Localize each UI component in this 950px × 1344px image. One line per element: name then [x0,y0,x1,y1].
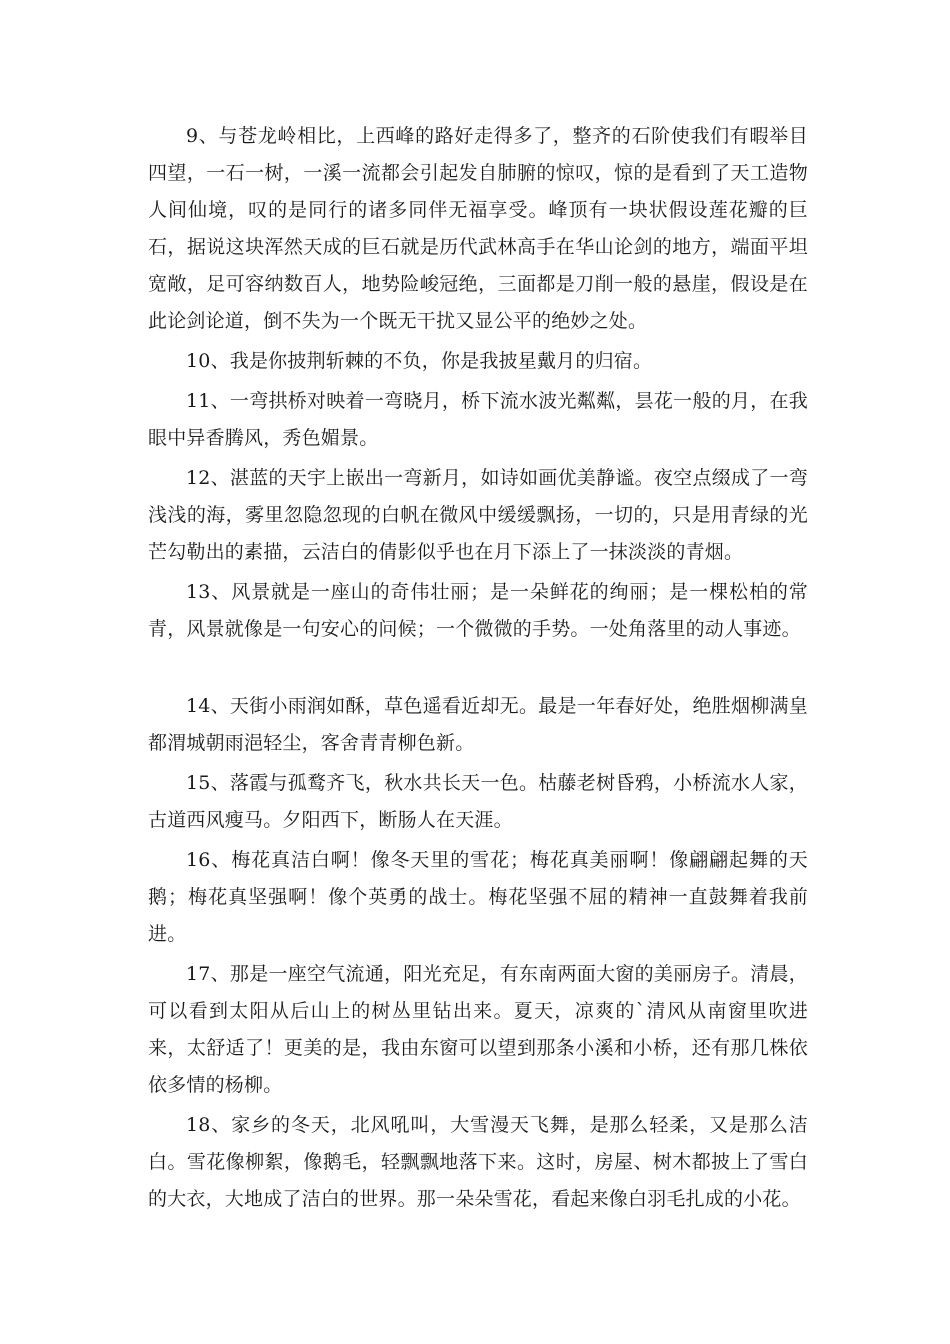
paragraph-17: 17、那是一座空气流通，阳光充足，有东南两面大窗的美丽房子。清晨，可以看到太阳从后山上的树丛里钻出来。夏天，凉爽的`清风从南窗里吹进来，太舒适了！更美的是，我由东窗可以望到那条小溪和小桥，还有那几株依依多情的杨柳。 [148,963,808,1096]
paragraph-11: 11、一弯拱桥对映着一弯晓月，桥下流水波光粼粼，昙花一般的月，在我眼中异香腾风，秀色媚景。 [148,390,808,449]
paragraph-16: 16、梅花真洁白啊！像冬天里的雪花；梅花真美丽啊！像翩翩起舞的天鹅；梅花真坚强啊！像个英勇的战士。梅花坚强不屈的精神一直鼓舞着我前进。 [148,849,808,945]
paragraph-10: 10、我是你披荆斩棘的不负，你是我披星戴月的归宿。 [186,350,653,372]
paragraph-15: 15、落霞与孤鹜齐飞，秋水共长天一色。枯藤老树昏鸦，小桥流水人家，古道西风瘦马。夕阳西下，断肠人在天涯。 [148,772,808,831]
paragraph-18: 18、家乡的冬天，北风吼叫，大雪漫天飞舞，是那么轻柔，又是那么洁白。雪花像柳絮，像鹅毛，轻飘飘地落下来。这时，房屋、树木都披上了雪白的大衣，大地成了洁白的世界。那一朵朵雪花，看起来像白羽毛扎成的小花。 [148,1114,808,1210]
document-body [148,118,808,1221]
paragraph-9: 9、与苍龙岭相比，上西峰的路好走得多了，整齐的石阶使我们有暇举目四望，一石一树，一溪一流都会引起发自肺腑的惊叹，惊的是看到了天工造物人间仙境，叹的是同行的诸多同伴无福享受。峰顶有一块状假设莲花瓣的巨石，据说这块浑然天成的巨石就是历代武林高手在华山论剑的地方，端面平坦宽敞，足可容纳数百人，地势险峻冠绝，三面都是刀削一般的悬崖，假设是在此论剑论道，倒不失为一个既无干扰又显公平的绝妙之处。 [148,125,808,332]
paragraph-12: 12、湛蓝的天宇上嵌出一弯新月，如诗如画优美静谧。夜空点缀成了一弯浅浅的海，雾里忽隐忽现的白帆在微风中缓缓飘扬，一切的，只是用青绿的光芒勾勒出的素描，云洁白的倩影似乎也在月下添上了一抹淡淡的青烟。 [148,467,808,563]
paragraph-14: 14、天街小雨润如酥，草色遥看近却无。最是一年春好处，绝胜烟柳满皇都渭城朝雨浥轻尘，客舍青青柳色新。 [148,695,808,754]
paragraph-13: 13、风景就是一座山的奇伟壮丽；是一朵鲜花的绚丽；是一棵松柏的常青，风景就像是一句安心的问候；一个微微的手势。一处角落里的动人事迹。 [148,581,808,640]
